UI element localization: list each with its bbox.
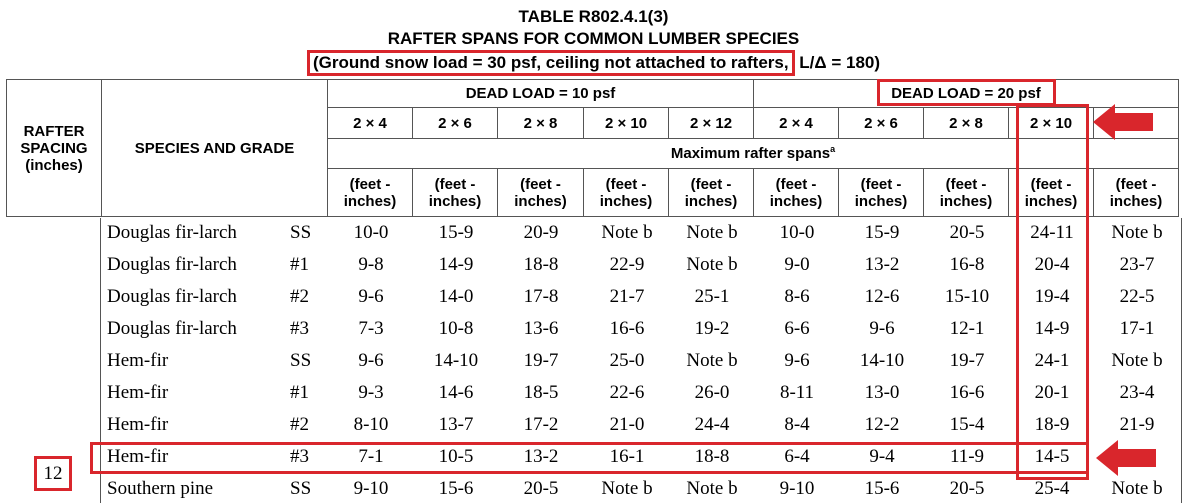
span-value-cell: 8-10 <box>353 414 389 435</box>
grade-cell: SS <box>290 478 312 499</box>
span-value-cell: 8-4 <box>784 414 810 435</box>
species-cell: Douglas fir-larch <box>107 286 237 307</box>
span-value-cell: 18-5 <box>523 382 559 403</box>
span-value-cell: 18-8 <box>694 446 730 467</box>
table-row <box>0 410 1187 442</box>
span-value-cell: Note b <box>686 222 738 243</box>
span-value-cell: 10-0 <box>779 222 815 243</box>
species-cell: Hem-fir <box>107 446 169 467</box>
span-value-cell: 22-6 <box>609 382 645 403</box>
span-value-cell: 14-0 <box>438 286 474 307</box>
span-value-cell: 9-6 <box>784 350 810 371</box>
size-header: 2 × 10 <box>1009 108 1094 139</box>
span-value-cell: 15-6 <box>864 478 900 499</box>
table-row <box>0 378 1187 410</box>
span-value-cell: 7-1 <box>358 446 384 467</box>
size-header: 2 × 4 <box>754 108 839 139</box>
unit-header: (feet - inches) <box>1009 169 1094 217</box>
span-value-cell: 24-11 <box>1030 222 1074 243</box>
span-value-cell: 16-1 <box>609 446 645 467</box>
span-value-cell: 6-6 <box>784 318 810 339</box>
span-value-cell: 20-9 <box>523 222 559 243</box>
table-row <box>0 314 1187 346</box>
span-value-cell: 13-2 <box>523 446 559 467</box>
table-number: TABLE R802.4.1(3) <box>518 7 669 26</box>
span-value-cell: Note b <box>686 478 738 499</box>
span-value-cell: 14-10 <box>433 350 479 371</box>
grade-cell: #1 <box>290 382 309 403</box>
span-value-cell: 7-3 <box>358 318 384 339</box>
grade-cell: SS <box>290 222 312 243</box>
span-value-cell: 23-7 <box>1119 254 1155 275</box>
span-value-cell: 20-5 <box>949 478 985 499</box>
span-value-cell: 9-6 <box>358 286 384 307</box>
span-value-cell: Note b <box>686 254 738 275</box>
span-value-cell: 9-6 <box>869 318 895 339</box>
unit-header: (feet - inches) <box>1094 169 1179 217</box>
span-value-cell: 19-7 <box>949 350 985 371</box>
grade-cell: #3 <box>290 446 309 467</box>
span-value-cell: 8-6 <box>784 286 810 307</box>
span-value-cell: 15-10 <box>944 286 990 307</box>
grade-cell: #2 <box>290 286 309 307</box>
species-cell: Hem-fir <box>107 382 169 403</box>
span-value-cell: 9-8 <box>358 254 384 275</box>
span-value-cell: 12-1 <box>949 318 985 339</box>
span-value-cell: 20-5 <box>523 478 559 499</box>
table-row <box>0 282 1187 314</box>
conditions-highlight: (Ground snow load = 30 psf, ceiling not attached to rafters, <box>307 50 795 76</box>
span-value-cell: 21-9 <box>1119 414 1155 435</box>
arrow-left-icon <box>1093 104 1153 140</box>
span-value-cell: Note b <box>601 222 653 243</box>
span-value-cell: 14-10 <box>859 350 905 371</box>
span-value-cell: 11-9 <box>949 446 985 467</box>
size-header: 2 × 6 <box>413 108 498 139</box>
unit-header: (feet - inches) <box>498 169 584 217</box>
table-row <box>0 474 1187 503</box>
span-value-cell: 14-5 <box>1034 446 1070 467</box>
span-value-cell: 17-8 <box>523 286 559 307</box>
unit-header: (feet - inches) <box>754 169 839 217</box>
span-value-cell: 9-3 <box>358 382 384 403</box>
span-value-cell: Note b <box>601 478 653 499</box>
species-cell: Hem-fir <box>107 350 169 371</box>
species-cell: Douglas fir-larch <box>107 222 237 243</box>
span-value-cell: 12-6 <box>864 286 900 307</box>
table-title: RAFTER SPANS FOR COMMON LUMBER SPECIES <box>387 29 800 48</box>
span-value-cell: 10-8 <box>438 318 474 339</box>
dead-load-10-header: DEAD LOAD = 10 psf <box>328 80 754 108</box>
grade-cell: #3 <box>290 318 309 339</box>
span-value-cell: 6-4 <box>784 446 810 467</box>
span-value-cell: 19-4 <box>1034 286 1070 307</box>
span-value-cell: 21-0 <box>609 414 645 435</box>
species-cell: Douglas fir-larch <box>107 254 237 275</box>
unit-header: (feet - inches) <box>328 169 413 217</box>
span-value-cell: 14-6 <box>438 382 474 403</box>
span-value-cell: 19-2 <box>694 318 730 339</box>
column-2x10-highlight <box>1016 104 1089 480</box>
table-row <box>0 218 1187 250</box>
size-header: 2 × 4 <box>328 108 413 139</box>
size-header: 2 × 12 <box>669 108 754 139</box>
unit-header: (feet - inches) <box>413 169 498 217</box>
unit-header: (feet - inches) <box>584 169 669 217</box>
species-grade-header: SPECIES AND GRADE <box>102 80 328 217</box>
span-value-cell: 9-10 <box>779 478 815 499</box>
grade-cell: #1 <box>290 254 309 275</box>
span-value-cell: 18-8 <box>523 254 559 275</box>
span-value-cell: 15-9 <box>438 222 474 243</box>
span-value-cell: 25-0 <box>609 350 645 371</box>
size-header: 2 × 6 <box>839 108 924 139</box>
span-value-cell: 25-4 <box>1034 478 1070 499</box>
span-value-cell: 20-5 <box>949 222 985 243</box>
dead-load-20-header: DEAD LOAD = 20 psf <box>754 80 1179 108</box>
span-value-cell: 18-9 <box>1034 414 1070 435</box>
span-value-cell: 16-6 <box>949 382 985 403</box>
span-value-cell: 22-9 <box>609 254 645 275</box>
max-spans-header: Maximum rafter spans$^a$ <box>328 139 1179 169</box>
span-value-cell: 9-6 <box>358 350 384 371</box>
span-value-cell: 9-0 <box>784 254 810 275</box>
dead-load-20-highlight <box>877 79 1056 106</box>
span-value-cell: 9-4 <box>869 446 895 467</box>
span-value-cell: 14-9 <box>1034 318 1070 339</box>
span-value-cell: 15-6 <box>438 478 474 499</box>
span-value-cell: 10-5 <box>438 446 474 467</box>
span-value-cell: 8-11 <box>779 382 815 403</box>
span-value-cell: 10-0 <box>353 222 389 243</box>
span-value-cell: 24-4 <box>694 414 730 435</box>
span-value-cell: 13-2 <box>864 254 900 275</box>
span-value-cell: Note b <box>1111 222 1163 243</box>
rafter-spacing-header: RAFTER SPACING (inches) <box>7 80 102 217</box>
conditions-rest: L/Δ = 180) <box>794 53 881 72</box>
unit-header: (feet - inches) <box>839 169 924 217</box>
grade-cell: #2 <box>290 414 309 435</box>
span-value-cell: 15-9 <box>864 222 900 243</box>
span-value-cell: 24-1 <box>1034 350 1070 371</box>
span-value-cell: 14-9 <box>438 254 474 275</box>
span-value-cell: 17-2 <box>523 414 559 435</box>
unit-header: (feet - inches) <box>924 169 1009 217</box>
span-value-cell: 19-7 <box>523 350 559 371</box>
span-value-cell: 20-1 <box>1034 382 1070 403</box>
span-value-cell: 22-5 <box>1119 286 1155 307</box>
species-cell: Douglas fir-larch <box>107 318 237 339</box>
span-value-cell: 13-0 <box>864 382 900 403</box>
size-header: 2 × 10 <box>584 108 669 139</box>
span-value-cell: 23-4 <box>1119 382 1155 403</box>
size-header: 2 × 8 <box>924 108 1009 139</box>
span-value-cell: 9-10 <box>353 478 389 499</box>
span-value-cell: 20-4 <box>1034 254 1070 275</box>
table-row <box>0 250 1187 282</box>
species-cell: Southern pine <box>107 478 214 499</box>
size-header: 2 × 8 <box>498 108 584 139</box>
span-value-cell: Note b <box>1111 478 1163 499</box>
unit-header: (feet - inches) <box>669 169 754 217</box>
span-value-cell: Note b <box>686 350 738 371</box>
table-conditions <box>0 50 1187 76</box>
span-value-cell: 25-1 <box>694 286 730 307</box>
span-value-cell: 13-7 <box>438 414 474 435</box>
arrow-left-icon <box>1096 440 1156 476</box>
span-value-cell: 12-2 <box>864 414 900 435</box>
span-value-cell: 16-6 <box>609 318 645 339</box>
species-cell: Hem-fir <box>107 414 169 435</box>
span-value-cell: 26-0 <box>694 382 730 403</box>
span-value-cell: Note b <box>1111 350 1163 371</box>
span-value-cell: 21-7 <box>609 286 645 307</box>
span-value-cell: 16-8 <box>949 254 985 275</box>
hemfir-3-row-highlight <box>90 442 1089 474</box>
spacing-value: 12 <box>34 456 72 491</box>
span-value-cell: 17-1 <box>1119 318 1155 339</box>
grade-cell: SS <box>290 350 312 371</box>
span-value-cell: 13-6 <box>523 318 559 339</box>
table-row <box>0 346 1187 378</box>
span-value-cell: 15-4 <box>949 414 985 435</box>
